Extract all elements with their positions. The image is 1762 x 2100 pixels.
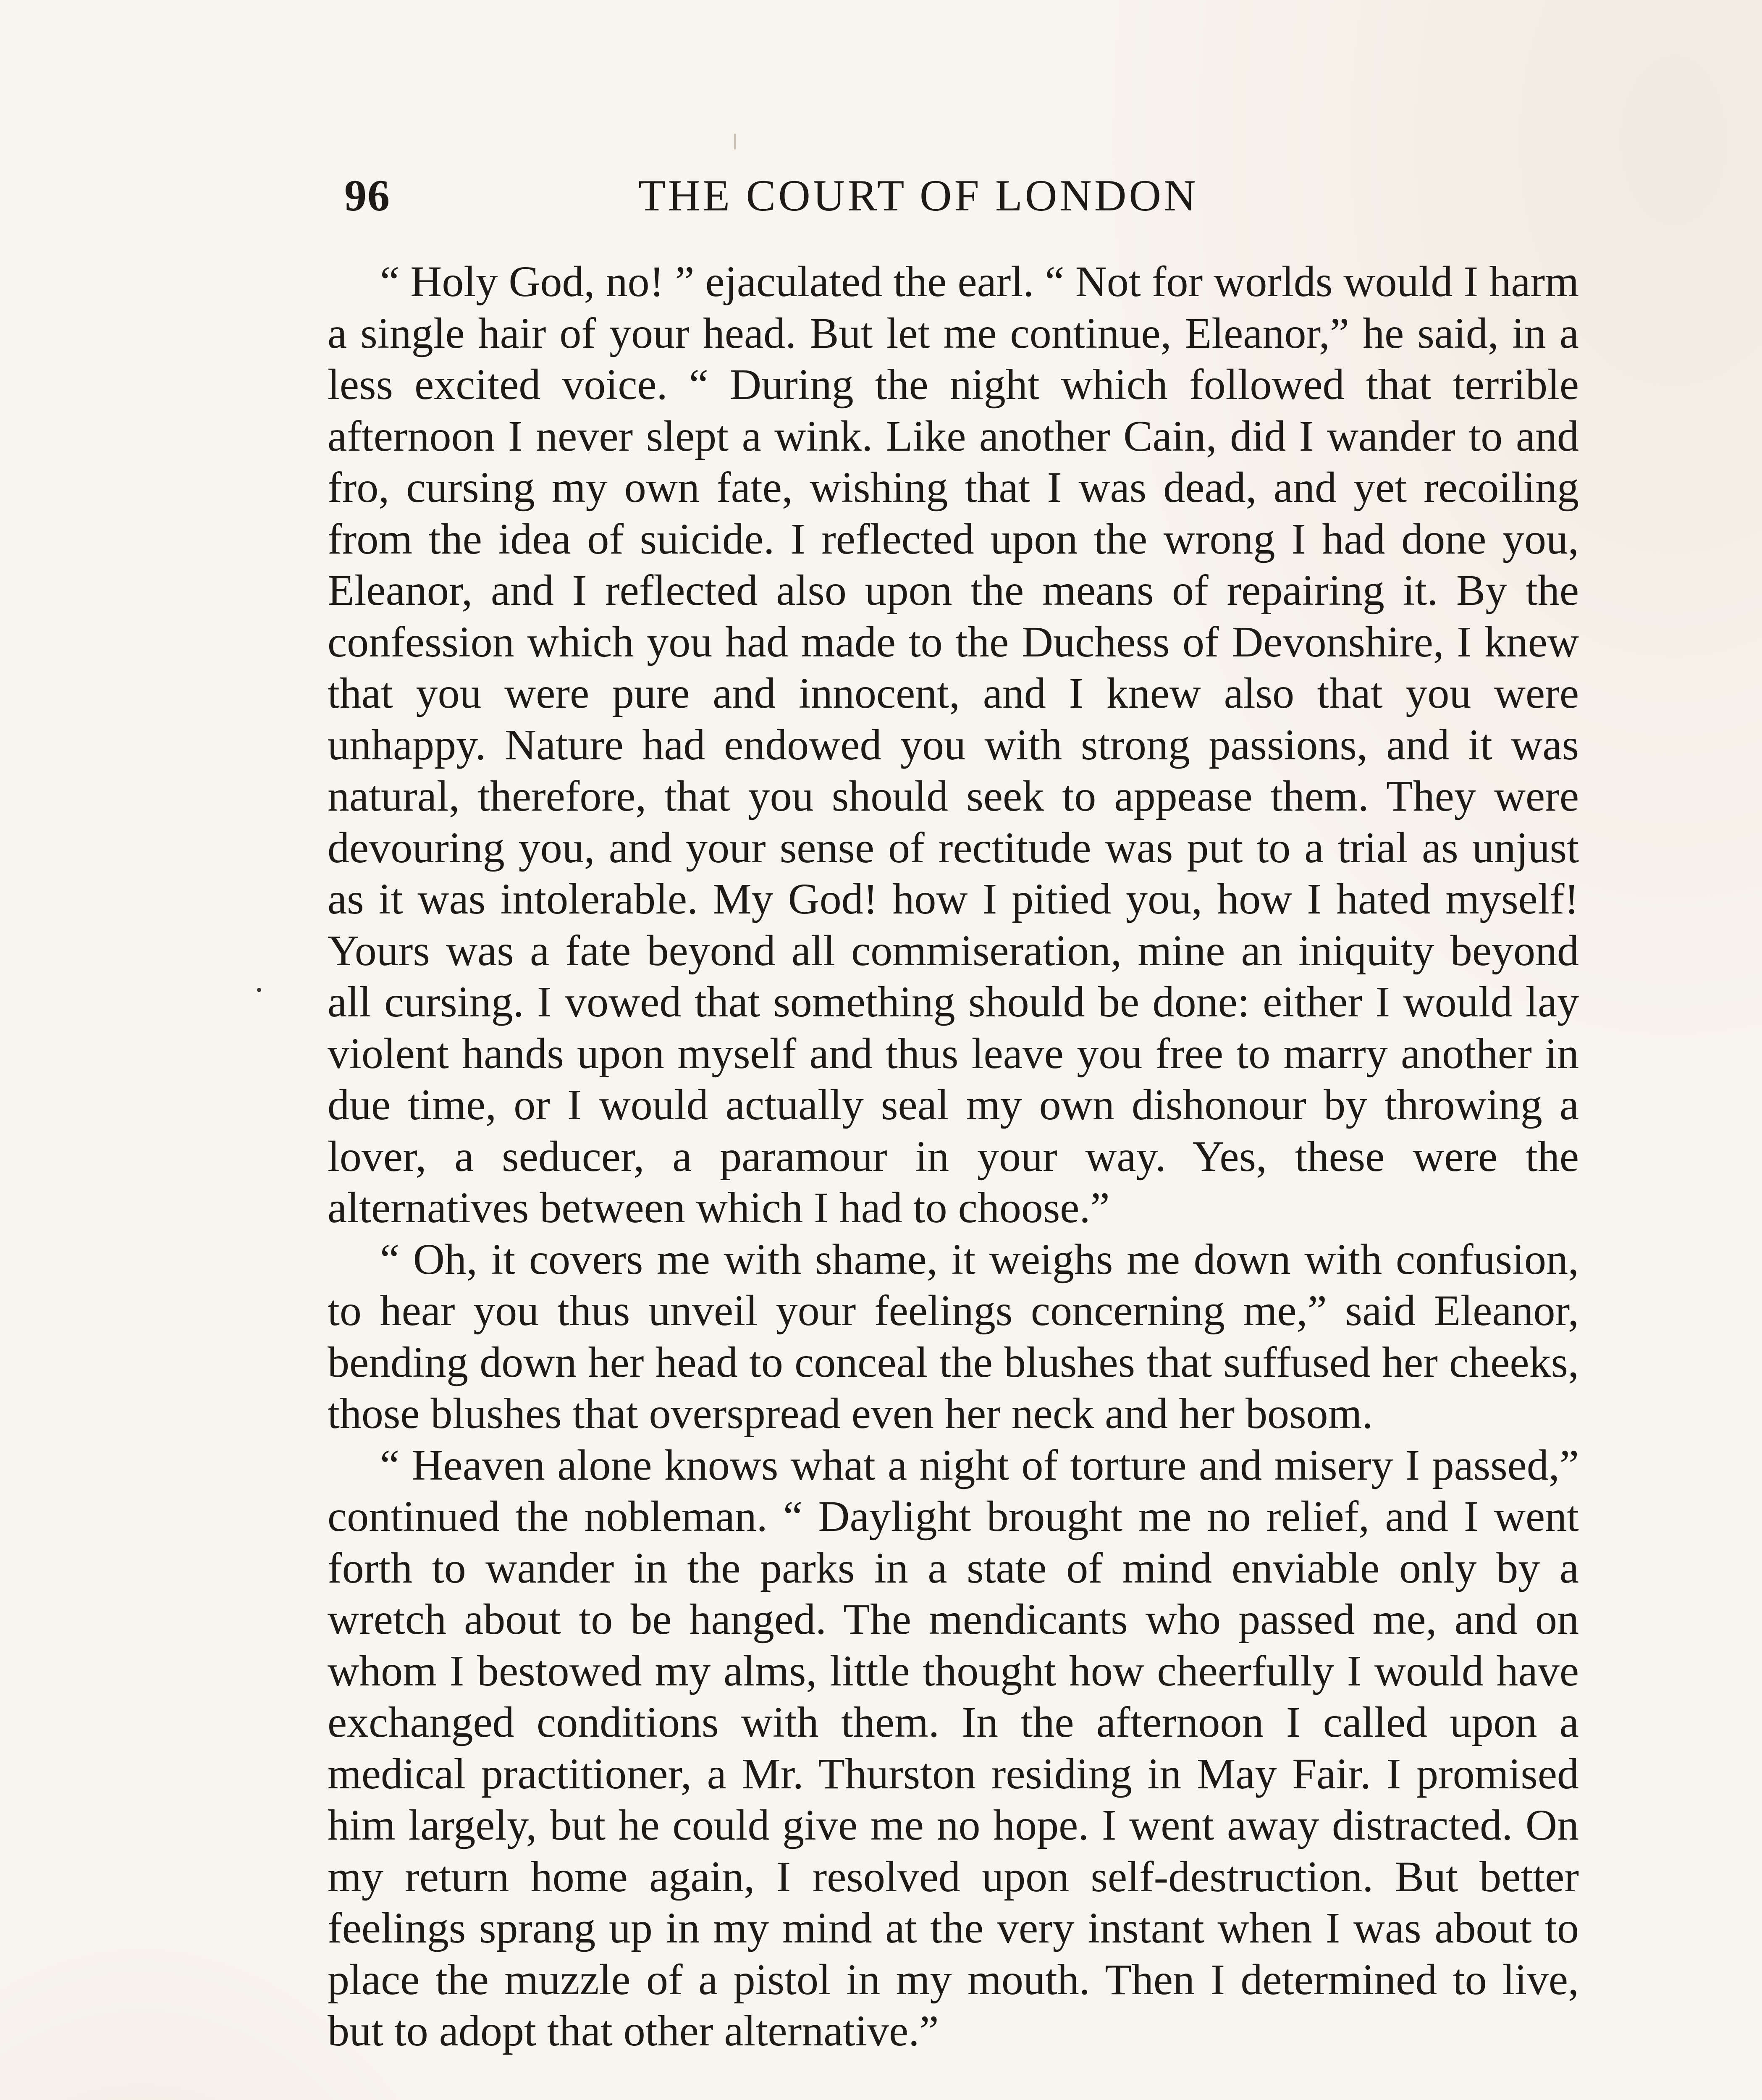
ink-speck [734,134,736,150]
page-number: 96 [344,171,391,220]
paragraph: “ Heaven alone knows what a night of torture and misery I passed,” continued the nobleman. “ Daylight brought me no relief, and I went forth to wander in the parks in a state of mind enviable only by a wretch about to be hanged. The mendicants who passed me, and on whom I bestowed my alms, little thought how cheerfully I would have exchanged conditions with them. In the afternoon I called upon a medical practitioner, a Mr. Thurston residing in May Fair. I promised him largely, but he could give me no hope. I went away distracted. On my return home again, I resolved upon self-destruction. But better feelings sprang up in my mind at the very instant when I was about to place the muzzle of a pistol in my mouth. Then I determined to live, but to adopt that other alternative.” [328,1441,1579,2055]
running-head: THE COURT OF LONDON [638,171,1198,220]
page-header [344,166,1293,225]
body-text [328,256,1579,2057]
paragraph: “ Holy God, no! ” ejaculated the earl. “ Not for worlds would I harm a single hair of your head. But let me continue, Eleanor,” he said, in a less excited voice. “ During the night which followed that terrible afternoon I never slept a wink. Like another Cain, did I wander to and fro, cursing my own fate, wishing that I was dead, and yet recoiling from the idea of suicide. I reflected upon the wrong I had done you, Eleanor, and I reflected also upon the means of repairing it. By the confession which you had made to the Duchess of Devonshire, I knew that you were pure and innocent, and I knew also that you were unhappy. Nature had endowed you with strong passions, and it was natural, therefore, that you should seek to appease them. They were devouring you, and your sense of rectitude was put to a trial as unjust as it was intolerable. My God! how I pitied you, how I hated myself! Yours was a fate beyond all commiseration, mine an iniquity beyond all cursing. I vowed that something should be done: either I would lay violent hands upon myself and thus leave you free to marry another in due time, or I would actually seal my own dishonour by throwing a lover, a seducer, a paramour in your way. Yes, these were the alternatives between which I had to choose.” [328,257,1579,1232]
paragraph: “ Oh, it covers me with shame, it weighs me down with confusion, to hear you thus unveil your feelings concerning me,” said Eleanor, bending down her head to conceal the blushes that suffused her cheeks, those blushes that overspread even her neck and her bosom. [328,1235,1579,1438]
ink-speck [257,988,261,992]
